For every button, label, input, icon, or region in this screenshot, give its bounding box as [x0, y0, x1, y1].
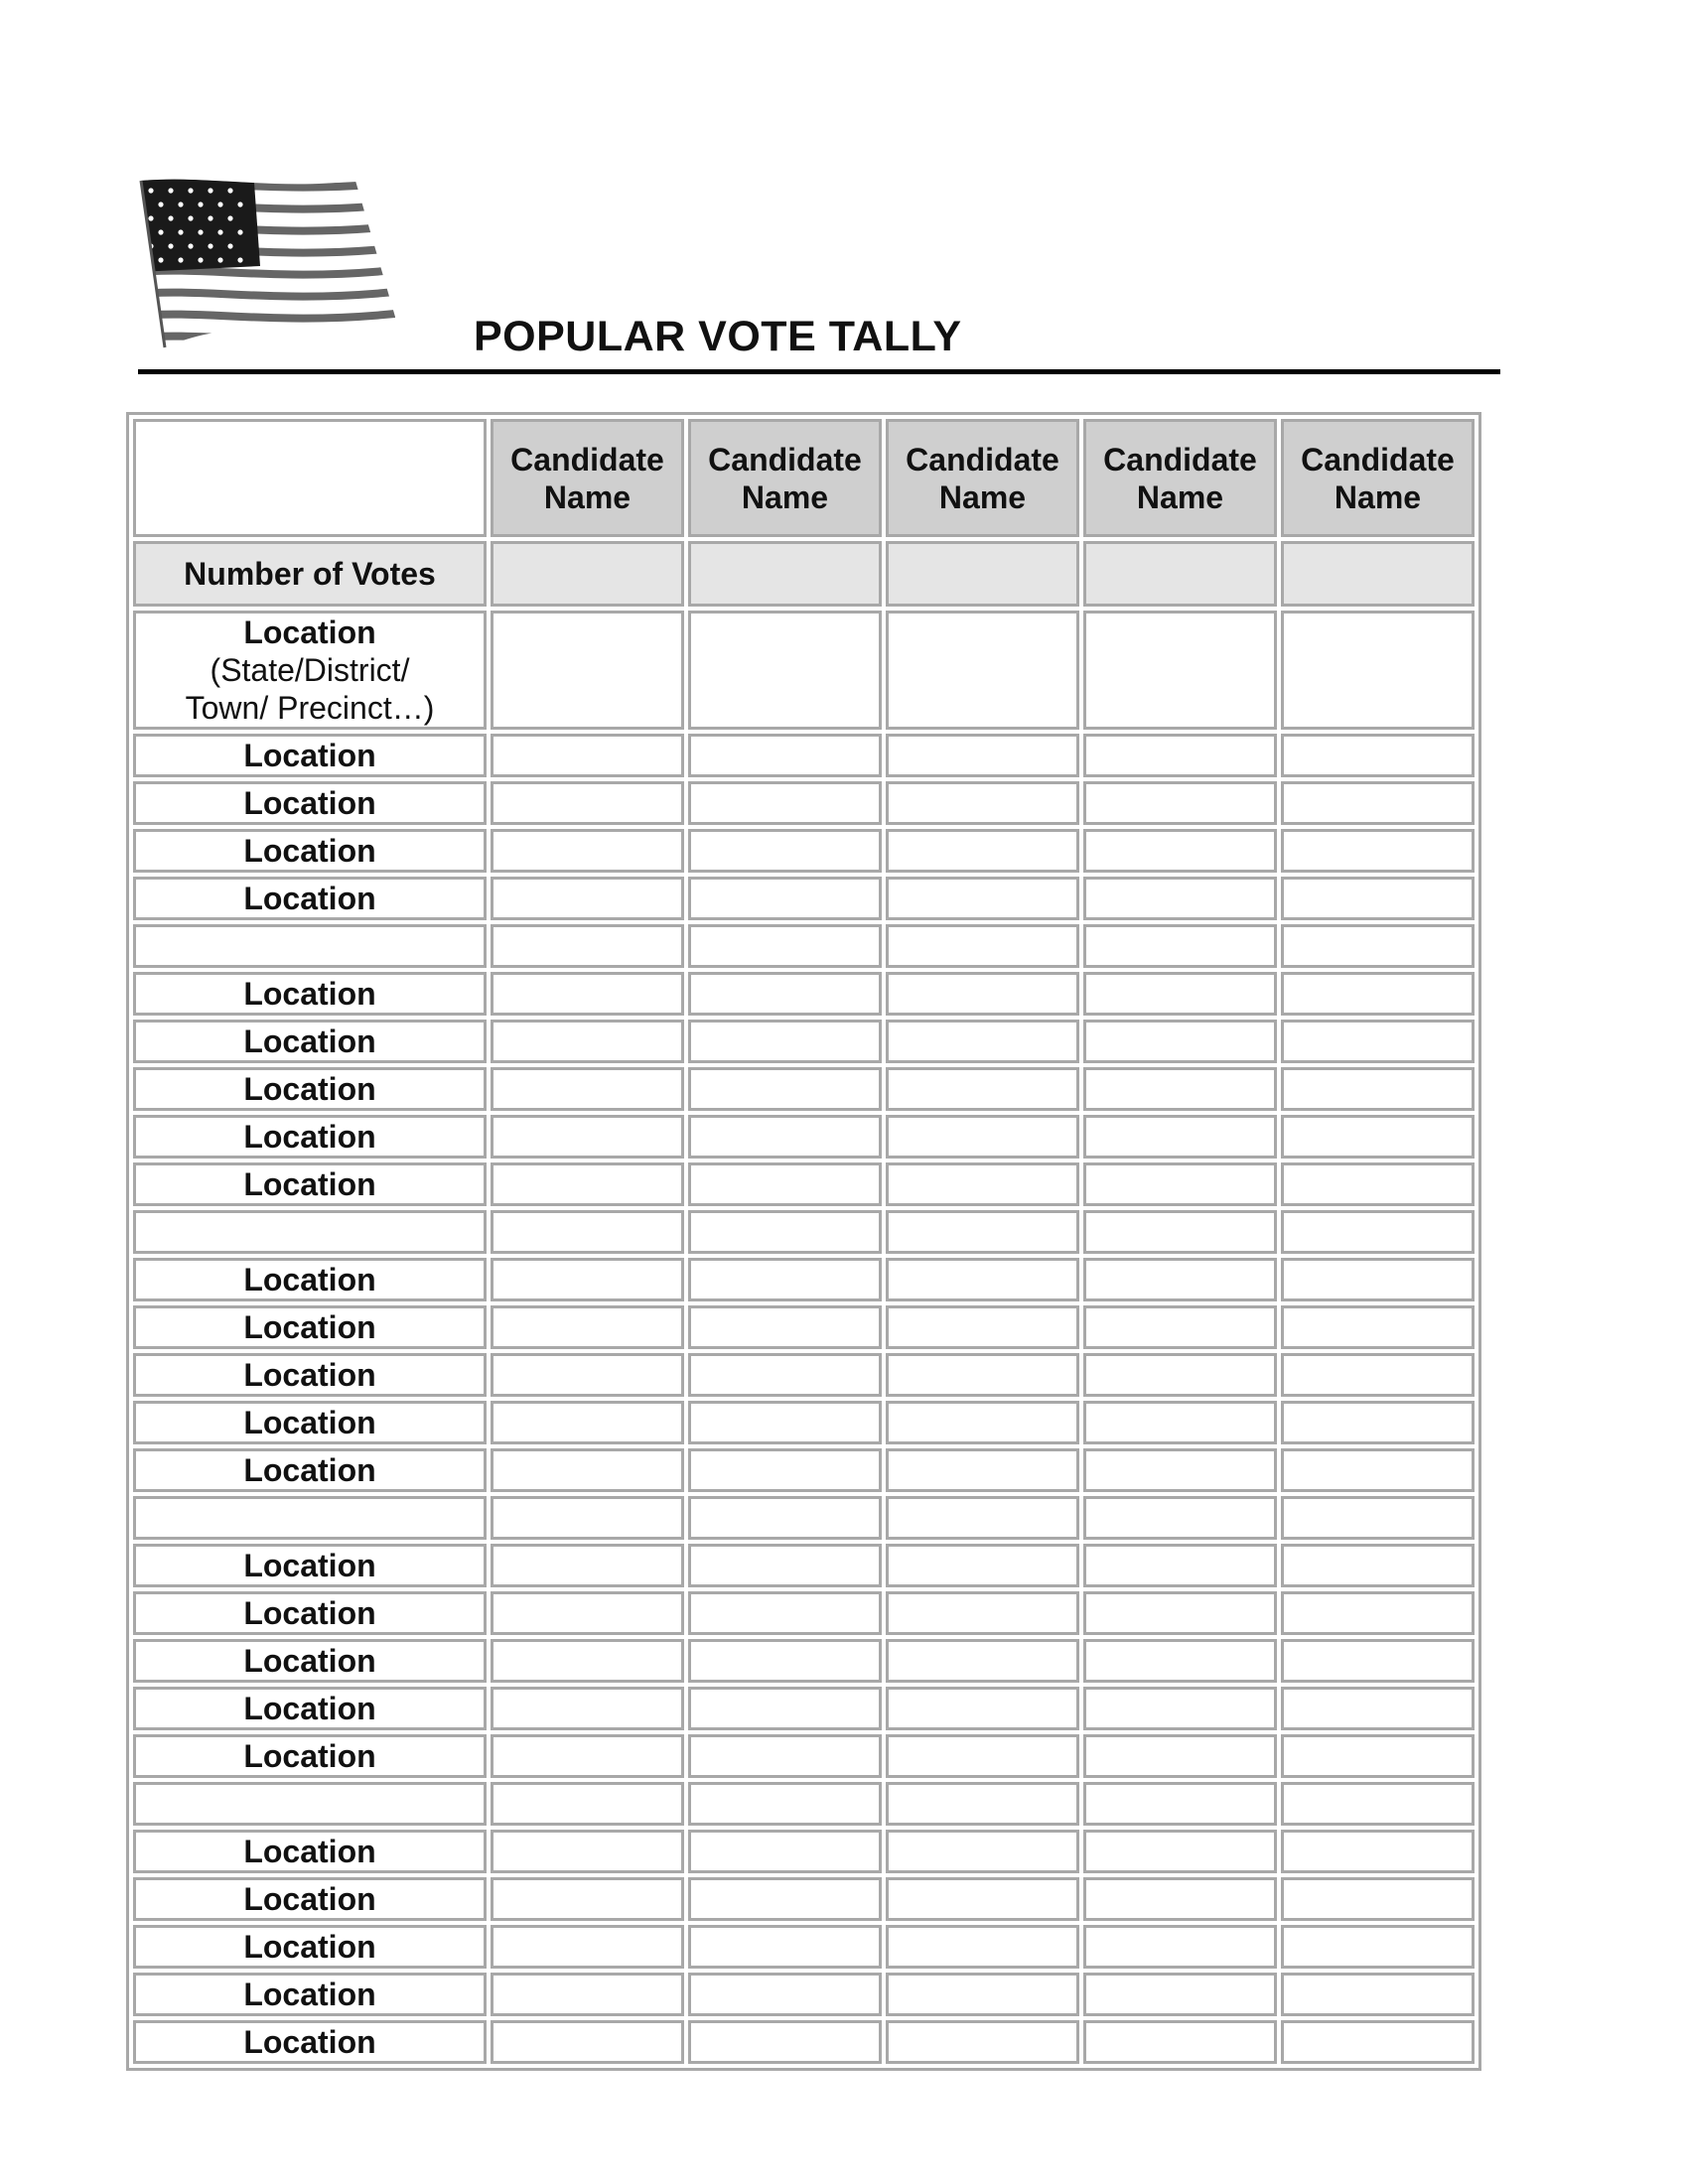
- location-label[interactable]: [133, 924, 487, 968]
- tally-cell[interactable]: [1083, 1544, 1277, 1587]
- tally-cell[interactable]: [1281, 1830, 1475, 1873]
- table-row: [133, 1687, 1475, 1730]
- location-label[interactable]: Location: [133, 1734, 487, 1778]
- tally-cell[interactable]: [1083, 1782, 1277, 1826]
- tally-cell[interactable]: [1281, 734, 1475, 777]
- tally-cell[interactable]: [1083, 1162, 1277, 1206]
- tally-cell[interactable]: [688, 1544, 882, 1587]
- table-row: [133, 1115, 1475, 1159]
- tally-cell[interactable]: [688, 734, 882, 777]
- tally-cell[interactable]: [688, 972, 882, 1016]
- tally-cell[interactable]: [491, 611, 684, 730]
- location-label[interactable]: Location: [133, 1687, 487, 1730]
- tally-cell[interactable]: [1083, 877, 1277, 920]
- tally-cell[interactable]: [886, 972, 1079, 1016]
- tally-cell[interactable]: [688, 1353, 882, 1397]
- tally-cell[interactable]: [1281, 1687, 1475, 1730]
- tally-cell[interactable]: [1083, 1115, 1277, 1159]
- tally-cell[interactable]: [1281, 1020, 1475, 1063]
- tally-cell[interactable]: [1083, 1973, 1277, 2016]
- tally-cell[interactable]: [886, 1639, 1079, 1683]
- location-label[interactable]: Location: [133, 1877, 487, 1921]
- votes-cell[interactable]: [1083, 541, 1277, 607]
- tally-cell[interactable]: [1281, 924, 1475, 968]
- tally-cell[interactable]: [491, 1162, 684, 1206]
- tally-cell[interactable]: [491, 1639, 684, 1683]
- tally-cell[interactable]: [1083, 1353, 1277, 1397]
- number-of-votes-label: Number of Votes: [133, 541, 487, 607]
- location-label[interactable]: Location: [133, 1544, 487, 1587]
- tally-cell[interactable]: [886, 1162, 1079, 1206]
- tally-cell[interactable]: [688, 1020, 882, 1063]
- tally-cell[interactable]: [491, 1305, 684, 1349]
- votes-cell[interactable]: [886, 541, 1079, 607]
- location-label[interactable]: Location: [133, 1258, 487, 1301]
- location-label[interactable]: Location: [133, 1591, 487, 1635]
- tally-cell[interactable]: [1083, 781, 1277, 825]
- table-row: [133, 1830, 1475, 1873]
- tally-cell[interactable]: [1281, 1210, 1475, 1254]
- tally-cell[interactable]: [1083, 1210, 1277, 1254]
- number-of-votes-row: [133, 541, 1475, 607]
- tally-cell[interactable]: [1281, 1973, 1475, 2016]
- tally-cell[interactable]: [491, 1020, 684, 1063]
- table-row: [133, 1448, 1475, 1492]
- tally-cell[interactable]: [688, 1591, 882, 1635]
- location-header-main: Location: [243, 614, 376, 650]
- tally-cell[interactable]: [491, 734, 684, 777]
- tally-cell[interactable]: [1281, 611, 1475, 730]
- tally-cell[interactable]: [886, 877, 1079, 920]
- tally-cell[interactable]: [688, 1496, 882, 1540]
- tally-cell[interactable]: [688, 781, 882, 825]
- table-row: [133, 1591, 1475, 1635]
- table-row: [133, 1258, 1475, 1301]
- vote-tally-table: [126, 412, 1481, 2071]
- tally-cell[interactable]: [1281, 1544, 1475, 1587]
- table-row: [133, 1401, 1475, 1444]
- table-row: [133, 1210, 1475, 1254]
- tally-cell[interactable]: [688, 1258, 882, 1301]
- tally-cell[interactable]: [1281, 1925, 1475, 1969]
- tally-cell[interactable]: [886, 1591, 1079, 1635]
- tally-cell[interactable]: [1083, 1067, 1277, 1111]
- location-label[interactable]: [133, 1210, 487, 1254]
- table-row: [133, 1020, 1475, 1063]
- tally-cell[interactable]: [1281, 1448, 1475, 1492]
- tally-cell[interactable]: [1083, 2020, 1277, 2064]
- tally-cell[interactable]: [688, 1210, 882, 1254]
- tally-cell[interactable]: [688, 1925, 882, 1969]
- tally-cell[interactable]: [491, 781, 684, 825]
- tally-cell[interactable]: [491, 1591, 684, 1635]
- table-row: [133, 829, 1475, 873]
- tally-cell[interactable]: [491, 829, 684, 873]
- tally-cell[interactable]: [1083, 611, 1277, 730]
- tally-cell[interactable]: [1281, 1734, 1475, 1778]
- tally-cell[interactable]: [1083, 972, 1277, 1016]
- tally-cell[interactable]: [688, 877, 882, 920]
- candidate-header-4[interactable]: Candidate Name: [1083, 419, 1277, 537]
- location-description-label: [133, 611, 487, 730]
- table-row: [133, 2020, 1475, 2064]
- votes-cell[interactable]: [1281, 541, 1475, 607]
- tally-cell[interactable]: [491, 1210, 684, 1254]
- location-label[interactable]: Location: [133, 877, 487, 920]
- tally-cell[interactable]: [886, 1734, 1079, 1778]
- location-label[interactable]: [133, 1782, 487, 1826]
- tally-cell[interactable]: [886, 1067, 1079, 1111]
- location-label[interactable]: Location: [133, 972, 487, 1016]
- table-row: [133, 1162, 1475, 1206]
- tally-cell[interactable]: [886, 1401, 1079, 1444]
- table-row: [133, 1305, 1475, 1349]
- tally-cell[interactable]: [1281, 1067, 1475, 1111]
- tally-cell[interactable]: [688, 1115, 882, 1159]
- tally-cell[interactable]: [1281, 1305, 1475, 1349]
- tally-cell[interactable]: [688, 1782, 882, 1826]
- candidate-header-2[interactable]: Candidate Name: [688, 419, 882, 537]
- title-divider: [138, 369, 1500, 374]
- tally-cell[interactable]: [1281, 1401, 1475, 1444]
- tally-cell[interactable]: [491, 972, 684, 1016]
- tally-cell[interactable]: [688, 1830, 882, 1873]
- tally-cell[interactable]: [688, 1734, 882, 1778]
- location-header-line2: (State/District/: [210, 652, 410, 688]
- tally-cell[interactable]: [1281, 1258, 1475, 1301]
- tally-cell[interactable]: [688, 1162, 882, 1206]
- tally-cell[interactable]: [688, 1877, 882, 1921]
- tally-cell[interactable]: [1281, 1162, 1475, 1206]
- tally-cell[interactable]: [1281, 1639, 1475, 1683]
- tally-cell[interactable]: [688, 924, 882, 968]
- location-label[interactable]: Location: [133, 781, 487, 825]
- table-row: [133, 734, 1475, 777]
- tally-cell[interactable]: [688, 2020, 882, 2064]
- tally-cell[interactable]: [1083, 1830, 1277, 1873]
- votes-cell[interactable]: [688, 541, 882, 607]
- table-row: [133, 1353, 1475, 1397]
- table-row: [133, 1067, 1475, 1111]
- location-label[interactable]: Location: [133, 2020, 487, 2064]
- tally-cell[interactable]: [886, 1973, 1079, 2016]
- tally-cell[interactable]: [886, 1925, 1079, 1969]
- location-label[interactable]: [133, 1496, 487, 1540]
- tally-cell[interactable]: [491, 2020, 684, 2064]
- candidate-header-5[interactable]: Candidate Name: [1281, 419, 1475, 537]
- tally-cell[interactable]: [1083, 1305, 1277, 1349]
- candidate-header-row: [133, 419, 1475, 537]
- tally-cell[interactable]: [886, 1020, 1079, 1063]
- location-label[interactable]: Location: [133, 1639, 487, 1683]
- tally-cell[interactable]: [688, 1305, 882, 1349]
- table-row: [133, 924, 1475, 968]
- tally-cell[interactable]: [491, 1734, 684, 1778]
- tally-cell[interactable]: [1281, 1591, 1475, 1635]
- location-label[interactable]: Location: [133, 1973, 487, 2016]
- tally-cell[interactable]: [886, 1448, 1079, 1492]
- tally-cell[interactable]: [1083, 1877, 1277, 1921]
- tally-cell[interactable]: [886, 2020, 1079, 2064]
- location-label[interactable]: Location: [133, 1925, 487, 1969]
- location-label[interactable]: Location: [133, 1353, 487, 1397]
- tally-cell[interactable]: [491, 1830, 684, 1873]
- tally-cell[interactable]: [688, 1687, 882, 1730]
- tally-cell[interactable]: [1083, 1925, 1277, 1969]
- location-label[interactable]: Location: [133, 1020, 487, 1063]
- table-row: [133, 1544, 1475, 1587]
- tally-cell[interactable]: [491, 924, 684, 968]
- tally-cell[interactable]: [491, 1115, 684, 1159]
- tally-cell[interactable]: [491, 1496, 684, 1540]
- table-row: [133, 1973, 1475, 2016]
- tally-cell[interactable]: [1281, 1115, 1475, 1159]
- tally-cell[interactable]: [886, 781, 1079, 825]
- location-label[interactable]: Location: [133, 734, 487, 777]
- tally-cell[interactable]: [886, 1305, 1079, 1349]
- table-row: [133, 972, 1475, 1016]
- tally-cell[interactable]: [886, 1782, 1079, 1826]
- location-label[interactable]: Location: [133, 1115, 487, 1159]
- page-title: POPULAR VOTE TALLY: [474, 313, 962, 360]
- location-header-line3: Town/ Precinct…): [185, 690, 435, 726]
- tally-cell[interactable]: [491, 1925, 684, 1969]
- tally-cell[interactable]: [1083, 1734, 1277, 1778]
- location-label[interactable]: Location: [133, 1830, 487, 1873]
- location-label[interactable]: Location: [133, 1448, 487, 1492]
- tally-cell[interactable]: [1281, 1877, 1475, 1921]
- table-row: [133, 1877, 1475, 1921]
- us-flag-icon: [137, 177, 395, 350]
- tally-cell[interactable]: [1083, 1258, 1277, 1301]
- tally-cell[interactable]: [688, 1401, 882, 1444]
- tally-cell[interactable]: [491, 1448, 684, 1492]
- tally-cell[interactable]: [491, 1067, 684, 1111]
- tally-cell[interactable]: [1281, 829, 1475, 873]
- candidate-header-1[interactable]: Candidate Name: [491, 419, 684, 537]
- tally-cell[interactable]: [1281, 877, 1475, 920]
- tally-cell[interactable]: [886, 1877, 1079, 1921]
- tally-cell[interactable]: [1083, 829, 1277, 873]
- tally-cell[interactable]: [1281, 781, 1475, 825]
- location-label[interactable]: Location: [133, 1401, 487, 1444]
- tally-cell[interactable]: [688, 1973, 882, 2016]
- tally-cell[interactable]: [886, 1258, 1079, 1301]
- location-label[interactable]: Location: [133, 1067, 487, 1111]
- table-row: [133, 1639, 1475, 1683]
- tally-cell[interactable]: [688, 611, 882, 730]
- tally-cell[interactable]: [886, 1544, 1079, 1587]
- tally-cell[interactable]: [1083, 924, 1277, 968]
- location-description-row: [133, 611, 1475, 730]
- tally-cell[interactable]: [491, 1973, 684, 2016]
- tally-cell[interactable]: [886, 1115, 1079, 1159]
- tally-cell[interactable]: [491, 1353, 684, 1397]
- tally-cell[interactable]: [886, 1687, 1079, 1730]
- tally-cell[interactable]: [491, 1258, 684, 1301]
- tally-cell[interactable]: [886, 829, 1079, 873]
- tally-cell[interactable]: [688, 1067, 882, 1111]
- tally-cell[interactable]: [886, 1830, 1079, 1873]
- tally-cell[interactable]: [1083, 1401, 1277, 1444]
- tally-cell[interactable]: [491, 1877, 684, 1921]
- tally-cell[interactable]: [1083, 1448, 1277, 1492]
- table-row: [133, 877, 1475, 920]
- candidate-header-3[interactable]: Candidate Name: [886, 419, 1079, 537]
- tally-cell[interactable]: [688, 829, 882, 873]
- tally-cell[interactable]: [688, 1448, 882, 1492]
- votes-cell[interactable]: [491, 541, 684, 607]
- tally-cell[interactable]: [886, 1353, 1079, 1397]
- tally-cell[interactable]: [886, 1210, 1079, 1254]
- tally-cell[interactable]: [1083, 1020, 1277, 1063]
- table-row: [133, 1496, 1475, 1540]
- location-label[interactable]: Location: [133, 829, 487, 873]
- table-row: [133, 1925, 1475, 1969]
- tally-cell[interactable]: [688, 1639, 882, 1683]
- location-label[interactable]: Location: [133, 1162, 487, 1206]
- tally-cell[interactable]: [491, 1401, 684, 1444]
- corner-cell: [133, 419, 487, 537]
- tally-cell[interactable]: [491, 877, 684, 920]
- tally-cell[interactable]: [886, 1496, 1079, 1540]
- tally-cell[interactable]: [886, 611, 1079, 730]
- table-row: [133, 1782, 1475, 1826]
- tally-cell[interactable]: [1281, 1353, 1475, 1397]
- tally-cell[interactable]: [1281, 1782, 1475, 1826]
- tally-cell[interactable]: [1281, 972, 1475, 1016]
- tally-cell[interactable]: [1083, 1639, 1277, 1683]
- tally-cell[interactable]: [1281, 2020, 1475, 2064]
- location-label[interactable]: Location: [133, 1305, 487, 1349]
- tally-cell[interactable]: [491, 1782, 684, 1826]
- tally-cell[interactable]: [491, 1687, 684, 1730]
- tally-cell[interactable]: [1083, 1687, 1277, 1730]
- tally-cell[interactable]: [886, 734, 1079, 777]
- tally-cell[interactable]: [1083, 734, 1277, 777]
- table-row: [133, 781, 1475, 825]
- table-row: [133, 1734, 1475, 1778]
- tally-cell[interactable]: [1083, 1496, 1277, 1540]
- tally-cell[interactable]: [886, 924, 1079, 968]
- tally-cell[interactable]: [1083, 1591, 1277, 1635]
- tally-cell[interactable]: [1281, 1496, 1475, 1540]
- tally-cell[interactable]: [491, 1544, 684, 1587]
